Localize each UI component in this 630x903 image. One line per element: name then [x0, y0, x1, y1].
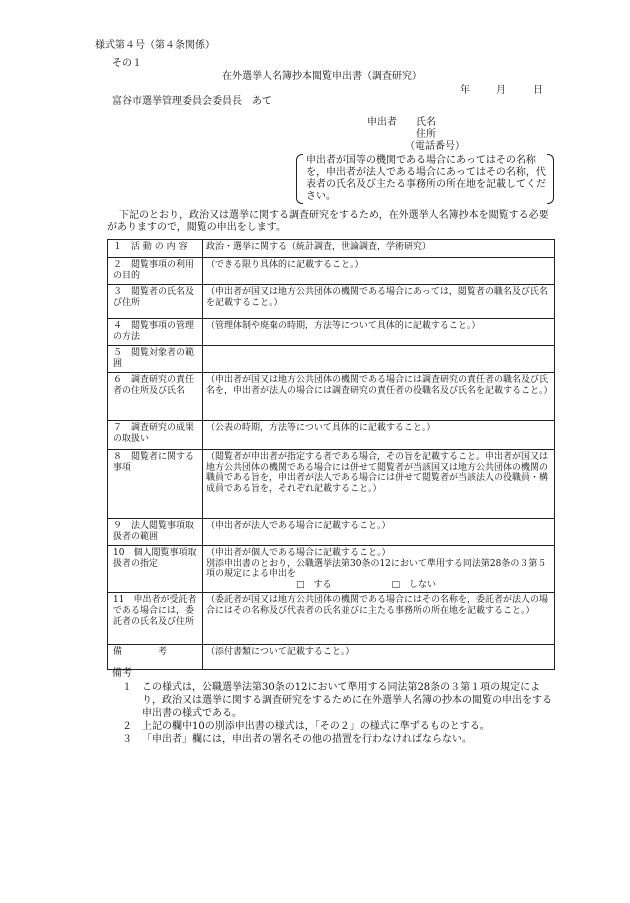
form-part-label: その１	[112, 58, 142, 69]
row-label-management: ４ 閲覧事項の管理の方法	[108, 319, 203, 346]
applicant-note-box	[296, 154, 554, 204]
bracket-right	[547, 154, 554, 204]
date-month-label: 月	[496, 85, 506, 96]
row-label-corporate-handlers: ９ 法人閲覧事項取扱者の範囲	[108, 519, 203, 546]
row-label-reader: ３ 閲覧者の氏名及び住所	[108, 285, 203, 319]
row-label-purpose: ２ 閲覧事項の利用の目的	[108, 258, 203, 285]
application-details-table	[107, 239, 555, 670]
row-value-corporate-handlers[interactable]: （申出者が法人である場合に記載すること。）	[203, 519, 555, 546]
row-value-individual-handlers[interactable]	[203, 546, 555, 593]
row-label-research-lead: ６ 調査研究の責任者の住所及び氏名	[108, 373, 203, 421]
row-label-remarks: 備 考	[108, 645, 203, 670]
table-row	[108, 450, 555, 519]
option-no-checkbox[interactable]: □ しない	[391, 579, 437, 590]
table-row	[108, 240, 555, 258]
table-row	[108, 519, 555, 546]
row-value-results[interactable]: （公表の時期，方法等について具体的に記載すること。）	[203, 421, 555, 450]
date-year-label: 年	[460, 85, 470, 96]
table-row	[108, 421, 555, 450]
applicant-name-label: 氏名	[416, 117, 436, 128]
remark-item	[112, 720, 558, 733]
bracket-left	[296, 154, 303, 204]
table-row	[108, 285, 555, 319]
intro-paragraph: 下記のとおり，政治又は選挙に関する調査研究をするため，在外選挙人名簿抄本を閲覧する必要がありますので，閲覧の申出をします。	[107, 210, 549, 233]
row-label-scope: ５ 閲覧対象者の範囲	[108, 346, 203, 373]
row-value-reader-details[interactable]: （閲覧者が申出者が指定する者である場合，その旨を記載すること。申出者が国又は地方公共団体の機関である場合には併せて閲覧者が当該国又は地方公共団体の機関の職員である旨を，申出者が法人である場合には併せて閲覧者が当該法人の役職員・構成員である旨を，それぞれ記載すること。）	[203, 450, 555, 519]
remark-text: この様式は，公職選挙法第30条の12において準用する同法第28条の３第１項の規定により，政治又は選挙に関する調査研究をするために在外選挙人名簿の抄本の閲覧の申出をする申出書の様式である。	[142, 682, 552, 719]
table-row	[108, 593, 555, 645]
row-value-purpose[interactable]: （できる限り具体的に記載すること。）	[203, 258, 555, 285]
applicant-label: 申出者	[367, 117, 397, 128]
row-value-activity[interactable]: 政治・選挙に関する（統計調査，世論調査，学術研究）	[203, 240, 555, 258]
remarks-title: 備考	[112, 668, 132, 679]
applicant-phone-label: （電話番号）	[405, 141, 465, 152]
remark-item	[112, 733, 558, 746]
row-value-remarks[interactable]: （添付書類について記載すること。）	[203, 645, 555, 670]
table-row	[108, 319, 555, 346]
remark-text: 上記の欄中10の別添申出書の様式は，「その２」の様式に準ずるものとする。	[142, 721, 490, 732]
row-label-results: ７ 調査研究の成果の取扱い	[108, 421, 203, 450]
row-label-reader-details: ８ 閲覧者に関する事項	[108, 450, 203, 519]
option-yes-checkbox[interactable]: □ する	[296, 579, 332, 590]
document-title: 在外選挙人名簿抄本閲覧申出書（調査研究）	[222, 71, 422, 82]
row-label-contractor: 11 申出者が受託者である場合には，委託者の氏名及び住所	[108, 593, 203, 645]
handler-options	[206, 580, 551, 591]
table-row	[108, 373, 555, 421]
remark-number: ３	[122, 734, 132, 745]
remark-number: ２	[122, 721, 132, 732]
addressee-line: 富谷市選挙管理委員会委員長 あて	[112, 96, 272, 107]
row-value-reader[interactable]: （申出者が国又は地方公共団体の機関である場合にあっては，閲覧者の職名及び氏名を記載すること。）	[203, 285, 555, 319]
form-number-label: 様式第４号（第４条関係）	[95, 40, 215, 51]
date-day-label: 日	[533, 85, 543, 96]
remark-item	[112, 681, 558, 720]
row-value-contractor[interactable]: （委託者が国又は地方公共団体の機関である場合にはその名称を，委託者が法人の場合にはその名称及び代表者の氏名並びに主たる事務所の所在地を記載すること。）	[203, 593, 555, 645]
individual-handlers-text: （申出者が個人である場合に記載すること。） 別添申出書のとおり，公職選挙法第30条の12において準用する同法第28条の３第５項の規定による申出を	[206, 548, 547, 579]
table-row	[108, 645, 555, 670]
row-value-management[interactable]: （管理体制や廃棄の時期，方法等について具体的に記載すること。）	[203, 319, 555, 346]
applicant-note-text: 申出者が国等の機関である場合にあってはその名称を，申出者が法人である場合にあってはその名称，代表者の氏名及び主たる事務所の所在地を記載してください。	[306, 155, 546, 202]
table-row	[108, 258, 555, 285]
row-value-scope[interactable]	[203, 346, 555, 373]
table-row	[108, 346, 555, 373]
row-label-individual-handlers: 10 個人閲覧事項取扱者の指定	[108, 546, 203, 593]
applicant-address-label: 住所	[416, 129, 436, 140]
remark-number: １	[122, 682, 132, 693]
row-value-research-lead[interactable]: （申出者が国又は地方公共団体の機関である場合には調査研究の責任者の職名及び氏名を，申出者が法人の場合には調査研究の責任者の役職名及び氏名を記載すること。）	[203, 373, 555, 421]
remark-text: 「申出者」欄には，申出者の署名その他の措置を行わなければならない。	[142, 734, 472, 745]
table-row	[108, 546, 555, 593]
row-label-activity: １ 活 動 の 内 容	[108, 240, 203, 258]
